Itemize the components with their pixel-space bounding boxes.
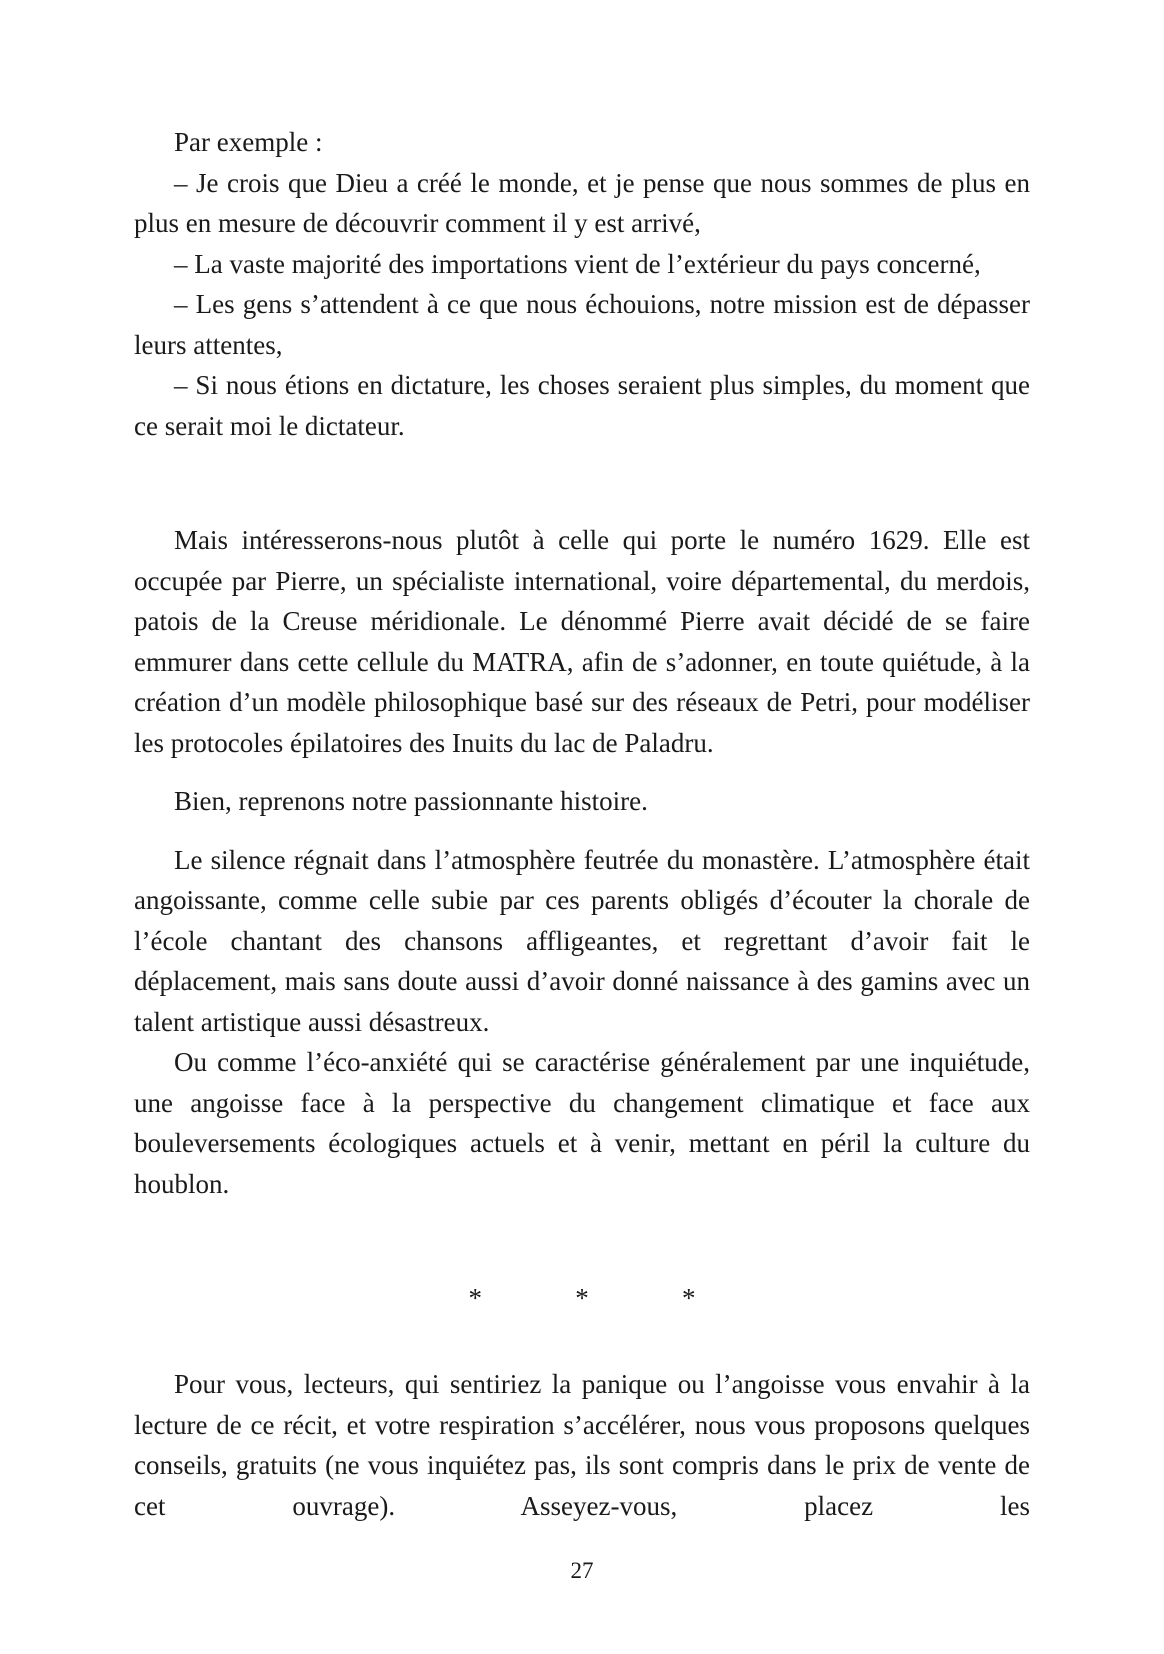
paragraph: Ou comme l’éco-anxiété qui se caractérise généralement par une inquiétude, une angoisse face à la perspective du changement climatique et face aux bouleversements écologiques actuels et à venir, mettant en péril la culture du houblon. <box>134 1047 1030 1199</box>
paragraph: – Je crois que Dieu a créé le monde, et je pense que nous sommes de plus en plus en mesure de découvrir comment il y est arrivé, <box>134 167 1030 238</box>
narrative-section <box>134 520 1030 1204</box>
paragraph: – La vaste majorité des importations vient de l’extérieur du pays concerné, <box>174 248 981 279</box>
separator-star: * <box>575 1283 589 1313</box>
paragraph: – Les gens s’attendent à ce que nous échouions, notre mission est de dépasser leurs attentes, <box>134 289 1030 360</box>
paragraph: – Si nous étions en dictature, les choses seraient plus simples, du moment que ce serait moi le dictateur. <box>134 370 1030 441</box>
page-number: 27 <box>570 1558 594 1583</box>
paragraph: Par exemple : <box>174 127 323 157</box>
section-separator <box>0 1283 1164 1314</box>
paragraph: Bien, reprenons notre passionnante histoire. <box>174 786 648 816</box>
paragraph: Le silence régnait dans l’atmosphère feutrée du monastère. L’atmosphère était angoissante, comme celle subie par ces parents obligés d’écouter la chorale de l’école chantant des chansons affligeantes, et regrettant d’avoir fait le déplacement, mais sans doute aussi d’avoir donné naissance à des gamins avec un talent artistique aussi désastreux. <box>134 844 1030 1037</box>
examples-section <box>134 122 1030 446</box>
paragraph: Mais intéresserons-nous plutôt à celle qui porte le numéro 1629. Elle est occupée par Pierre, un spécialiste international, voire départemental, du merdois, patois de la Creuse méridionale. Le dénommé Pierre avait décidé de se faire emmurer dans cette cellule du MATRA, afin de s’adonner, en toute quiétude, à la création d’un modèle philosophique basé sur des réseaux de Petri, pour modéliser les protocoles épilatoires des Inuits du lac de Paladru. <box>134 525 1030 758</box>
advice-section <box>134 1364 1030 1526</box>
separator-star: * <box>682 1283 696 1313</box>
paragraph: Pour vous, lecteurs, qui sentiriez la panique ou l’angoisse vous envahir à la lecture de ce récit, et votre respiration s’accélérer, nous vous proposons quelques conseils, gratuits (ne vous inquiétez pas, ils sont compris dans le prix de vente de cet ouvrage). Asseyez-vous, placez les <box>134 1369 1030 1521</box>
separator-star: * <box>468 1283 482 1313</box>
